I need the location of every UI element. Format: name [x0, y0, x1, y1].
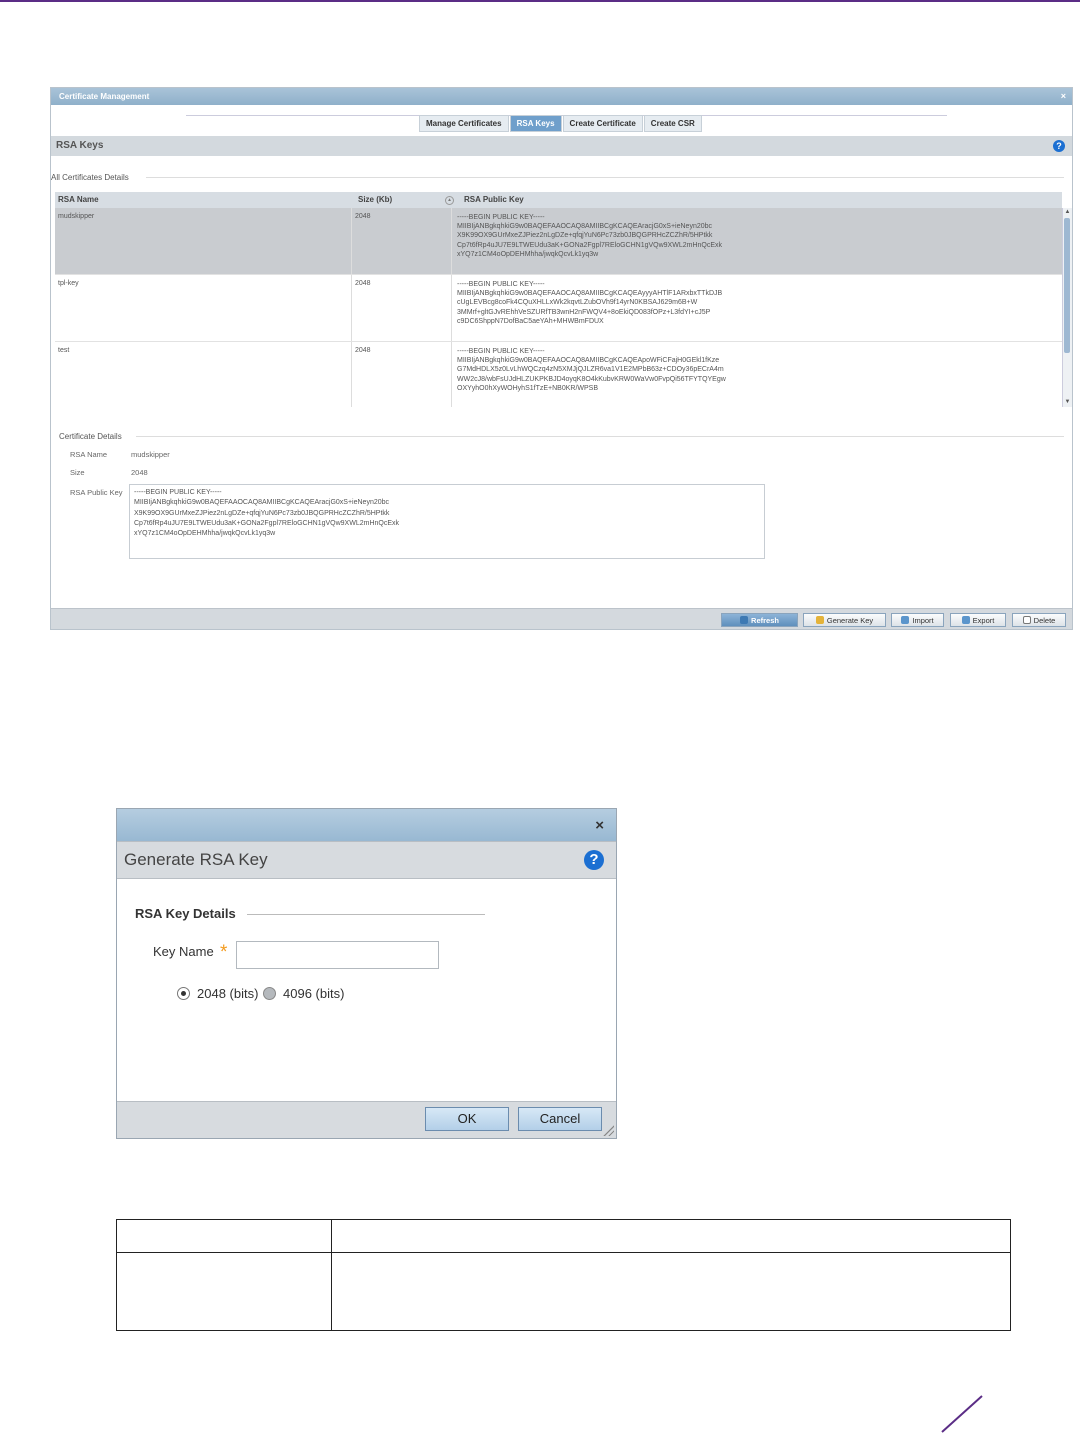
dialog-header [117, 841, 616, 879]
detail-rsa-name-value: mudskipper [131, 450, 170, 459]
reference-table [116, 1219, 1011, 1331]
refresh-button[interactable] [721, 613, 798, 627]
dialog-footer [117, 1101, 616, 1138]
section-title: RSA Key Details [135, 906, 236, 921]
help-icon[interactable]: ? [584, 850, 604, 870]
export-icon [962, 616, 970, 624]
detail-size-value: 2048 [131, 468, 148, 477]
column-header-size-label: Size (Kb) [358, 195, 393, 204]
rsa-name-cell: tpl-key [55, 275, 352, 341]
generate-rsa-key-dialog [116, 808, 617, 1139]
import-button-label: Import [912, 616, 934, 625]
key-name-input[interactable] [236, 941, 439, 969]
export-button[interactable] [950, 613, 1006, 627]
certificate-management-window [50, 87, 1073, 630]
scroll-down-icon[interactable]: ▼ [1064, 399, 1071, 405]
section-divider [247, 914, 485, 915]
radio-4096-bits[interactable] [263, 987, 276, 1000]
key-name-label: Key Name [153, 944, 214, 959]
page-top-rule [0, 0, 1080, 2]
size-cell: 2048 [352, 275, 452, 341]
scroll-up-icon[interactable]: ▲ [1064, 209, 1071, 215]
table-scrollbar[interactable] [1062, 208, 1072, 407]
rsa-name-cell: test [55, 342, 352, 407]
tab-create-certificate[interactable]: Create Certificate [563, 115, 643, 132]
column-header-rsa-name[interactable]: RSA Name [58, 195, 99, 204]
section-title: RSA Keys [56, 140, 104, 151]
import-button[interactable] [891, 613, 944, 627]
column-header-public-key[interactable]: RSA Public Key [464, 195, 524, 204]
action-bar [51, 608, 1072, 630]
window-titlebar [51, 88, 1072, 105]
size-cell: 2048 [352, 208, 452, 274]
radio-4096-label[interactable]: 4096 (bits) [283, 986, 345, 1001]
radio-2048-bits[interactable] [177, 987, 190, 1000]
generate-key-button-label: Generate Key [826, 616, 874, 625]
tab-rsa-keys[interactable]: RSA Keys [510, 115, 562, 132]
import-icon [901, 616, 909, 624]
section-header [51, 136, 1072, 156]
details-divider [136, 436, 1064, 437]
table-column-divider [331, 1220, 332, 1330]
table-row[interactable] [55, 275, 1062, 342]
public-key-cell: -----BEGIN PUBLIC KEY----- MIIBIjANBgkqhkiG9w0BAQEFAAOCAQ8AMIIBCgKCAQEApoWFiCFajH0GEkl1fKze G7MdHDLX5z0LvLhWQCzq4zN5XMJjQJLZR6va1V1E2MPbB63z+CDOy36pECrA4m WW2cJ8/wbFsUJdHLZUKPKBJD4oyqK8O4kKubvKRW0WaVw0FvpQi56TFYTQYEgw OXYyhO0hXyWOHyhS1fTzE+NB0KR/WPSB [457, 348, 726, 392]
group-divider [146, 177, 1064, 178]
key-icon [816, 616, 824, 624]
dialog-title: Generate RSA Key [124, 850, 268, 869]
scrollbar-thumb[interactable] [1064, 218, 1070, 353]
delete-button-label: Delete [1033, 616, 1056, 625]
close-icon[interactable]: × [595, 817, 604, 834]
table-header-row [117, 1220, 1010, 1253]
export-button-label: Export [972, 616, 995, 625]
public-key-cell: -----BEGIN PUBLIC KEY----- MIIBIjANBgkqhkiG9w0BAQEFAAOCAQ8AMIIBCgKCAQEAracjG0xS+ieNeyn20bc X9K99OX9GUrMxeZJPiez2nLgDZe+qfqjYuN6Pc73zb0JBQGPRHcZCZhR/5HPtkk Cp7t6fRp4uJU7E9LTWEUdu3aK+GONa2Fgpl7REloGCHN1gVQw9XWL2mHnQcExk xYQ7z1CM4oOpDEHMhha/jwqkQcvLk1yq3w [457, 214, 723, 258]
radio-2048-label[interactable]: 2048 (bits) [197, 986, 259, 1001]
delete-button[interactable] [1012, 613, 1066, 627]
rsa-name-cell: mudskipper [55, 208, 352, 274]
resize-grip-icon[interactable] [602, 1124, 614, 1136]
table-row[interactable] [55, 342, 1062, 407]
public-key-cell: -----BEGIN PUBLIC KEY----- MIIBIjANBgkqhkiG9w0BAQEFAAOCAQ8AMIIBCgKCAQEAyyyAHTlF1ARxbxTTkDJB cUgLEVBcg8coFk4CQuXHLLxWk2kqvtLZubOVh9f14yrN0KBSAJ629m6B+W 3MMrf+gltGJvREhhVeSZURfTB3wnH2nFWQV4+8oEkiQD083fOPz+L3fdYI+cJ5P c9DC6ShppN7DofBaC5aeYAh+MHWBmFDUX [457, 281, 723, 325]
required-star-icon: * [220, 942, 228, 963]
tab-bar [419, 115, 703, 130]
tab-manage-certificates[interactable]: Manage Certificates [419, 115, 509, 132]
tab-create-csr[interactable]: Create CSR [644, 115, 702, 132]
rsa-keys-table-body [55, 208, 1062, 407]
group-title: All Certificates Details [51, 173, 129, 182]
refresh-button-label: Refresh [751, 616, 779, 625]
detail-public-key-textarea[interactable]: -----BEGIN PUBLIC KEY----- MIIBIjANBgkqhkiG9w0BAQEFAAOCAQ8AMIIBCgKCAQEAracjG0xS+ieNeyn20bc X9K99OX9GUrMxeZJPiez2nLgDZe+qfqjYuN6Pc73zb0JBQGPRHcZCZhR/5HPtkk Cp7t6fRp4uJU7E9LTWEUdu3aK+GONa2Fgpl7REloGCHN1gVQw9XWL2mHnQcExk xYQ7z1CM4oOpDEHMhha/jwqkQcvLk1yq3w [129, 484, 765, 559]
help-icon[interactable]: ? [1053, 140, 1065, 152]
detail-size-label: Size [70, 468, 85, 477]
size-cell: 2048 [352, 342, 452, 407]
generate-key-button[interactable] [803, 613, 886, 627]
detail-public-key-label: RSA Public Key [70, 488, 123, 497]
detail-rsa-name-label: RSA Name [70, 450, 108, 459]
cancel-button[interactable]: Cancel [518, 1107, 602, 1131]
close-icon[interactable]: × [1060, 91, 1066, 101]
details-title: Certificate Details [59, 432, 122, 441]
footer-slash-icon [936, 1394, 986, 1434]
window-title: Certificate Management [59, 92, 150, 101]
column-header-size[interactable] [355, 192, 458, 208]
dialog-titlebar [117, 809, 616, 841]
table-header [55, 192, 1062, 208]
ok-button[interactable]: OK [425, 1107, 509, 1131]
table-row[interactable] [55, 208, 1062, 275]
delete-icon [1023, 616, 1031, 624]
refresh-icon [740, 616, 748, 624]
sort-icon[interactable]: ▴ [445, 196, 454, 205]
